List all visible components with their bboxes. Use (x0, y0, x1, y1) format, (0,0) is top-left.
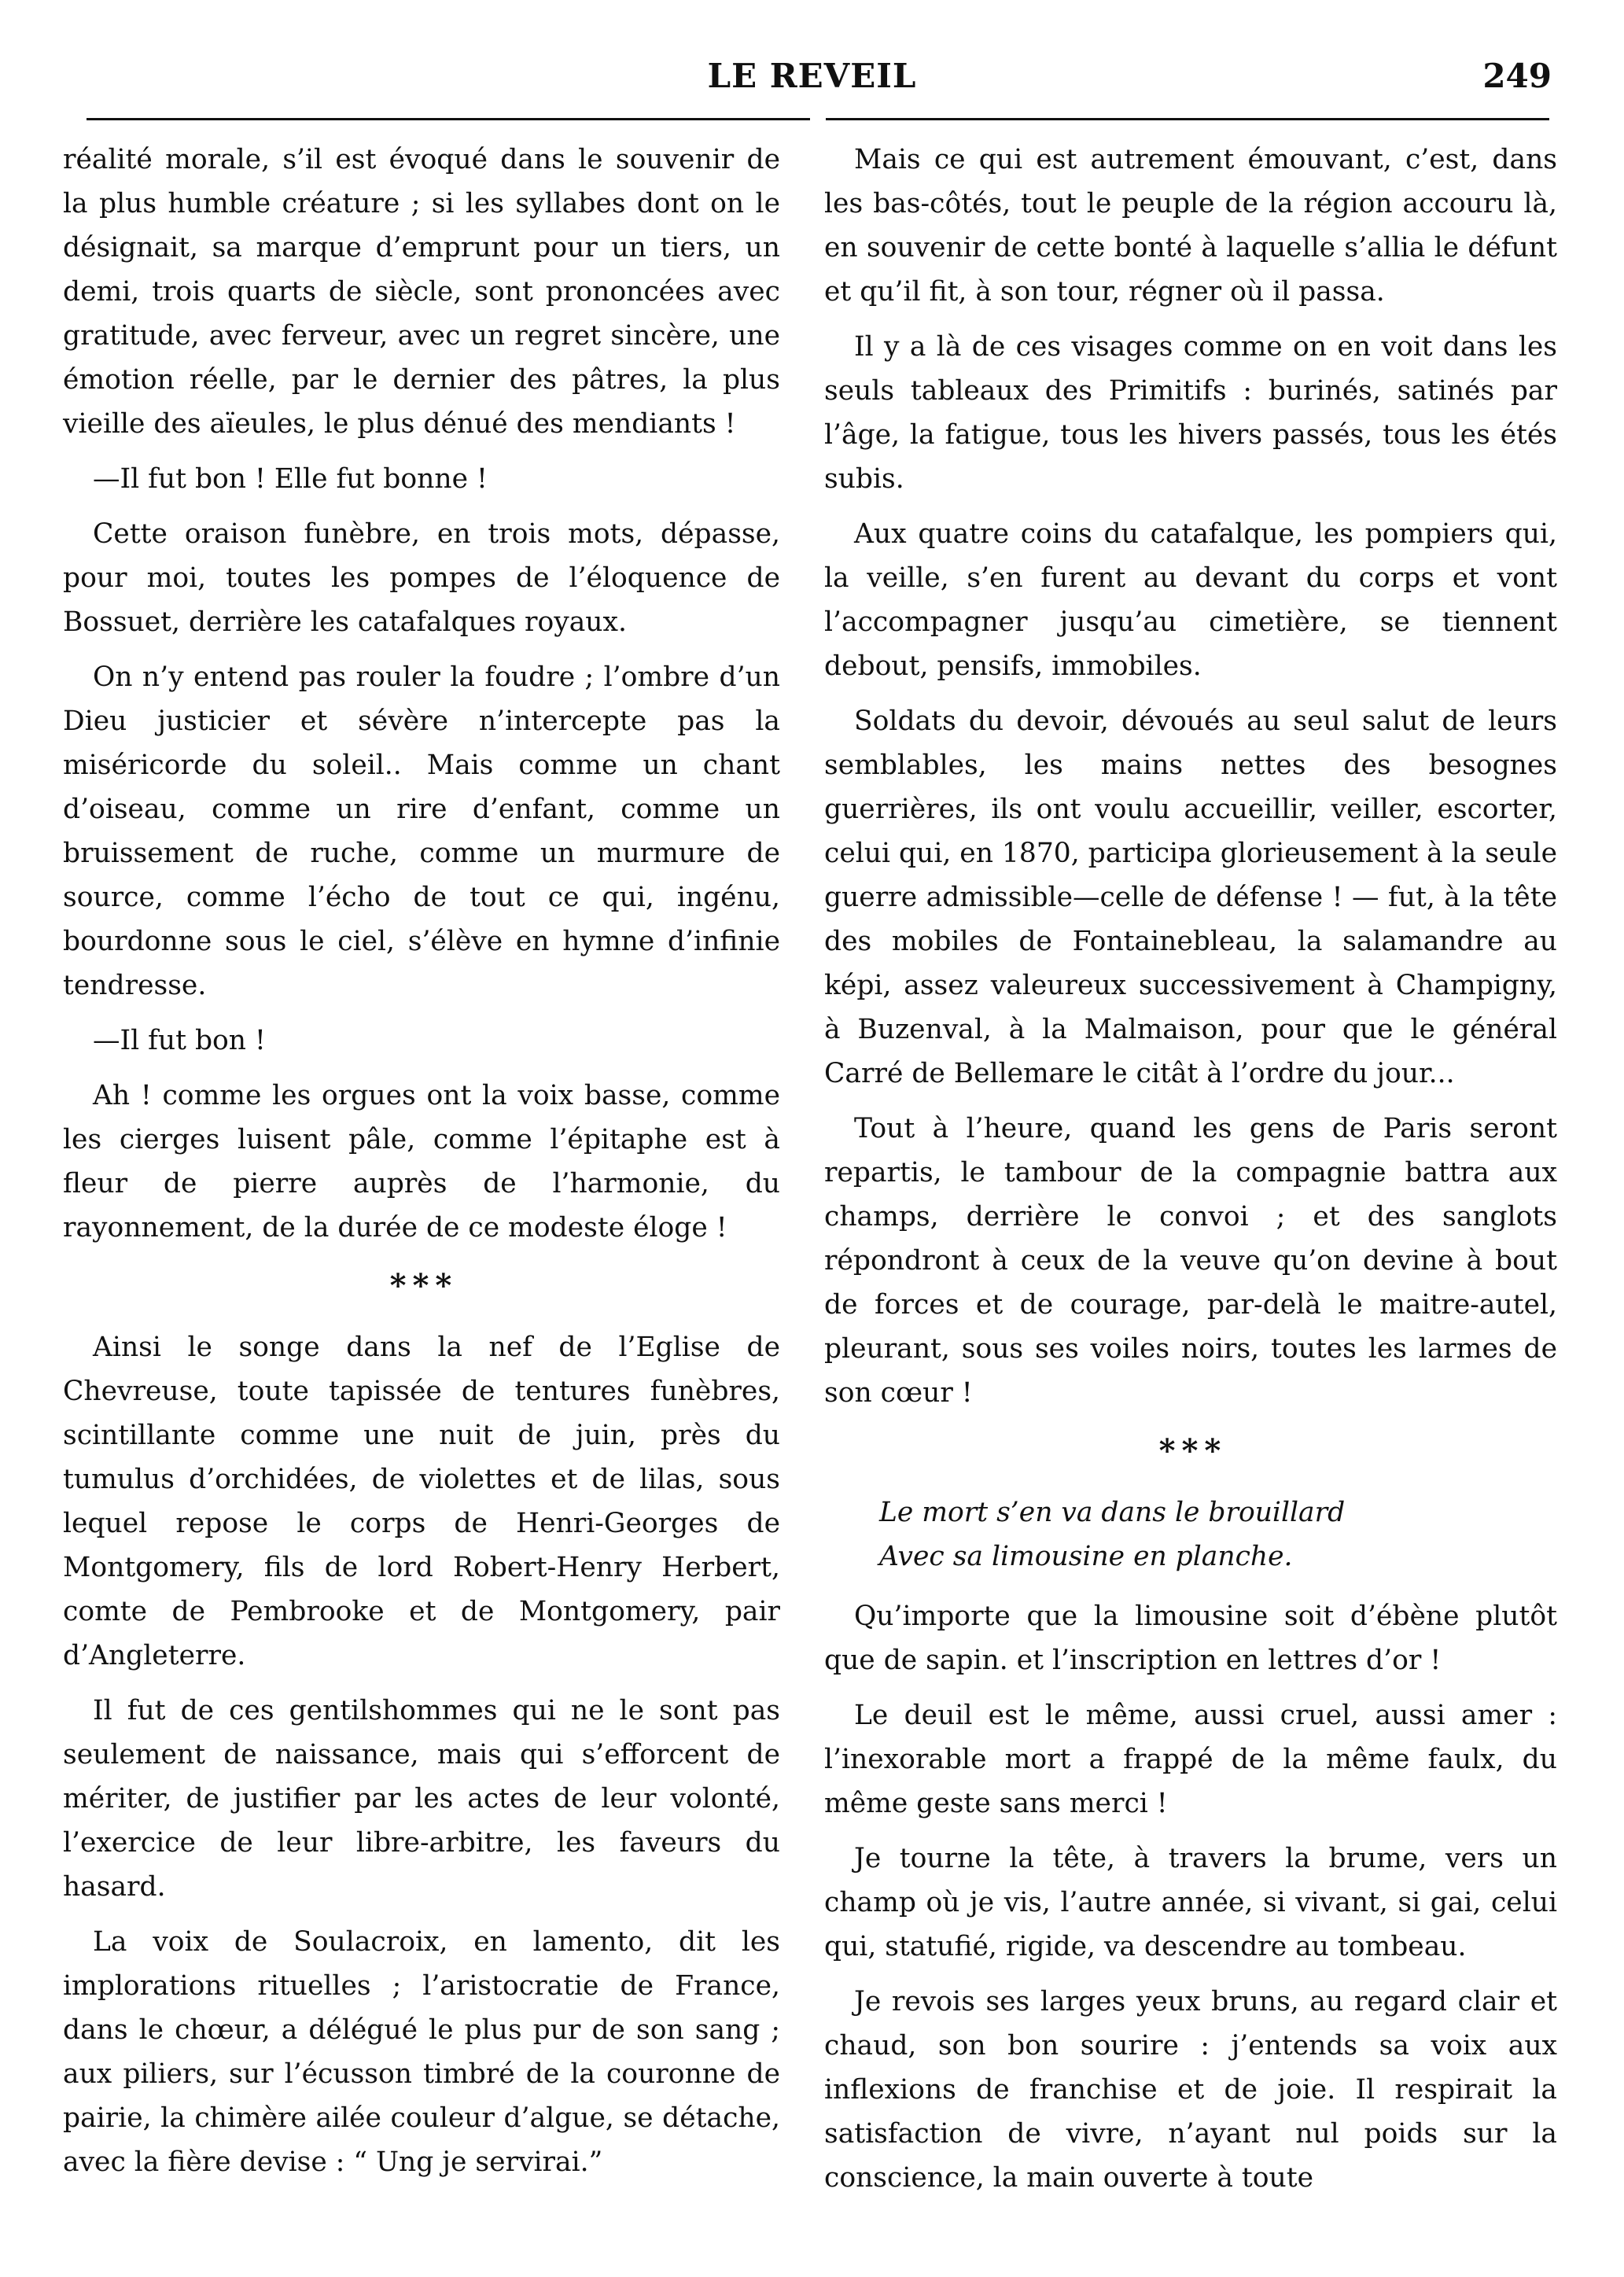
header-rule-right (826, 118, 1549, 120)
paragraph: Aux quatre coins du catafalque, les pompiers qui, la veille, s’en furent au devant du corps et vont l’accompagner jusqu’au cimetière, se tiennent debout, pensifs, immobiles. (824, 518, 1557, 682)
verse-line: Le mort s’en va dans le brouillard (879, 1497, 1346, 1528)
paragraph: Il fut de ces gentilshommes qui ne le sont pas seulement de naissance, mais qui s’efforcent de mériter, de justifier par les actes de leur volonté, l’exercice de leur libre-arbitre, les faveurs du hasard. (63, 1695, 780, 1903)
right-column (824, 138, 1557, 2211)
paragraph: Il y a là de ces visages comme on en voit dans les seuls tableaux des Primitifs : burinés, satinés par l’âge, la fatigue, tous les hivers passés, tous les étés subis. (824, 331, 1557, 495)
paragraph: Ainsi le songe dans la nef de l’Eglise de Chevreuse, toute tapissée de tentures funèbres, scintillante comme une nuit de juin, près du tumulus d’orchidées, de violettes et de lilas, sous lequel repose le corps de Henri-Georges de Montgomery, fils de lord Robert-Henry Herbert, comte de Pembrooke et de Montgomery, pair d’Angleterre. (63, 1332, 780, 1671)
paragraph: réalité morale, s’il est évoqué dans le souvenir de la plus humble créature ; si les syllabes dont on le désignait, sa marque d’emprunt pour un tiers, un demi, trois quarts de siècle, sont prononcées avec gratitude, avec ferveur, avec un regret sincère, une émotion réelle, par le dernier des pâtres, la plus vieille des aïeules, le plus dénué des mendiants ! (63, 144, 780, 440)
paragraph: Cette oraison funèbre, en trois mots, dépasse, pour moi, toutes les pompes de l’éloquence de Bossuet, derrière les catafalques royaux. (63, 518, 780, 638)
paragraph: On n’y entend pas rouler la foudre ; l’ombre d’un Dieu justicier et sévère n’intercepte pas la miséricorde du soleil.. Mais comme un chant d’oiseau, comme un rire d’enfant, comme un bruissement de ruche, comme un murmure de source, comme l’écho de tout ce qui, ingénu, bourdonne sous le ciel, s’élève en hymne d’infinie tendresse. (63, 661, 780, 1001)
verse-line: Avec sa limousine en planche. (879, 1541, 1293, 1572)
paragraph: Soldats du devoir, dévoués au seul salut de leurs semblables, les mains nettes des besognes guerrières, ils ont voulu accueillir, veiller, escorter, celui qui, en 1870, participa glorieusement à la seule guerre admissible—celle de défense ! — fut, à la tête des mobiles de Fontainebleau, la salamandre au képi, assez valeureux successivement à Champigny, à Buzenval, à la Malmaison, pour que le général Carré de Bellemare le citât à l’ordre du jour... (824, 706, 1557, 1089)
section-asterism: * * * (1158, 1432, 1223, 1469)
paragraph: Mais ce qui est autrement émouvant, c’est, dans les bas-côtés, tout le peuple de la région accouru là, en souvenir de cette bonté à laquelle s’allia le défunt et qu’il fit, à son tour, régner où il passa. (824, 144, 1557, 308)
paragraph: Ah ! comme les orgues ont la voix basse, comme les cierges luisent pâle, comme l’épitaphe est à fleur de pierre auprès de l’harmonie, du rayonnement, de la durée de ce modeste éloge ! (63, 1080, 780, 1244)
verse-epigraph (879, 1490, 1557, 1579)
running-title: LE REVEIL (707, 57, 917, 95)
paragraph: La voix de Soulacroix, en lamento, dit les implorations rituelles ; l’aristocratie de France, dans le chœur, a délégué le plus pur de son sang ; aux piliers, sur l’écusson timbré de la couronne de pairie, la chimère ailée couleur d’algue, se détache, avec la fière devise : “ Ung je servirai.” (63, 1926, 780, 2178)
paragraph: Je revois ses larges yeux bruns, au regard clair et chaud, son bon sourire : j’entends sa voix aux inflexions de franchise et de joie. Il respirait la satisfaction de vivre, n’ayant nul poids sur la conscience, la main ouverte à toute (824, 1986, 1557, 2194)
paragraph: Qu’importe que la limousine soit d’ébène plutôt que de sapin. et l’inscription en lettres d’or ! (824, 1601, 1557, 1676)
paragraph: —Il fut bon ! Elle fut bonne ! (93, 463, 488, 495)
left-column (63, 138, 780, 2195)
section-asterism: * * * (389, 1267, 454, 1304)
page-number: 249 (1482, 57, 1552, 95)
header-rule-left (87, 118, 810, 120)
paragraph: Je tourne la tête, à travers la brume, vers un champ où je vis, l’autre année, si vivant, si gai, celui qui, statufié, rigide, va descendre au tombeau. (824, 1843, 1557, 1962)
paragraph: Tout à l’heure, quand les gens de Paris seront repartis, le tambour de la compagnie battra aux champs, derrière le convoi ; et des sanglots répondront à ceux de la veuve qu’on devine à bout de forces et de courage, par-delà le maitre-autel, pleurant, sous ses voiles noirs, toutes les larmes de son cœur ! (824, 1113, 1557, 1409)
paragraph: —Il fut bon ! (93, 1025, 266, 1056)
paragraph: Le deuil est le même, aussi cruel, aussi amer : l’inexorable mort a frappé de la même faulx, du même geste sans merci ! (824, 1700, 1557, 1819)
